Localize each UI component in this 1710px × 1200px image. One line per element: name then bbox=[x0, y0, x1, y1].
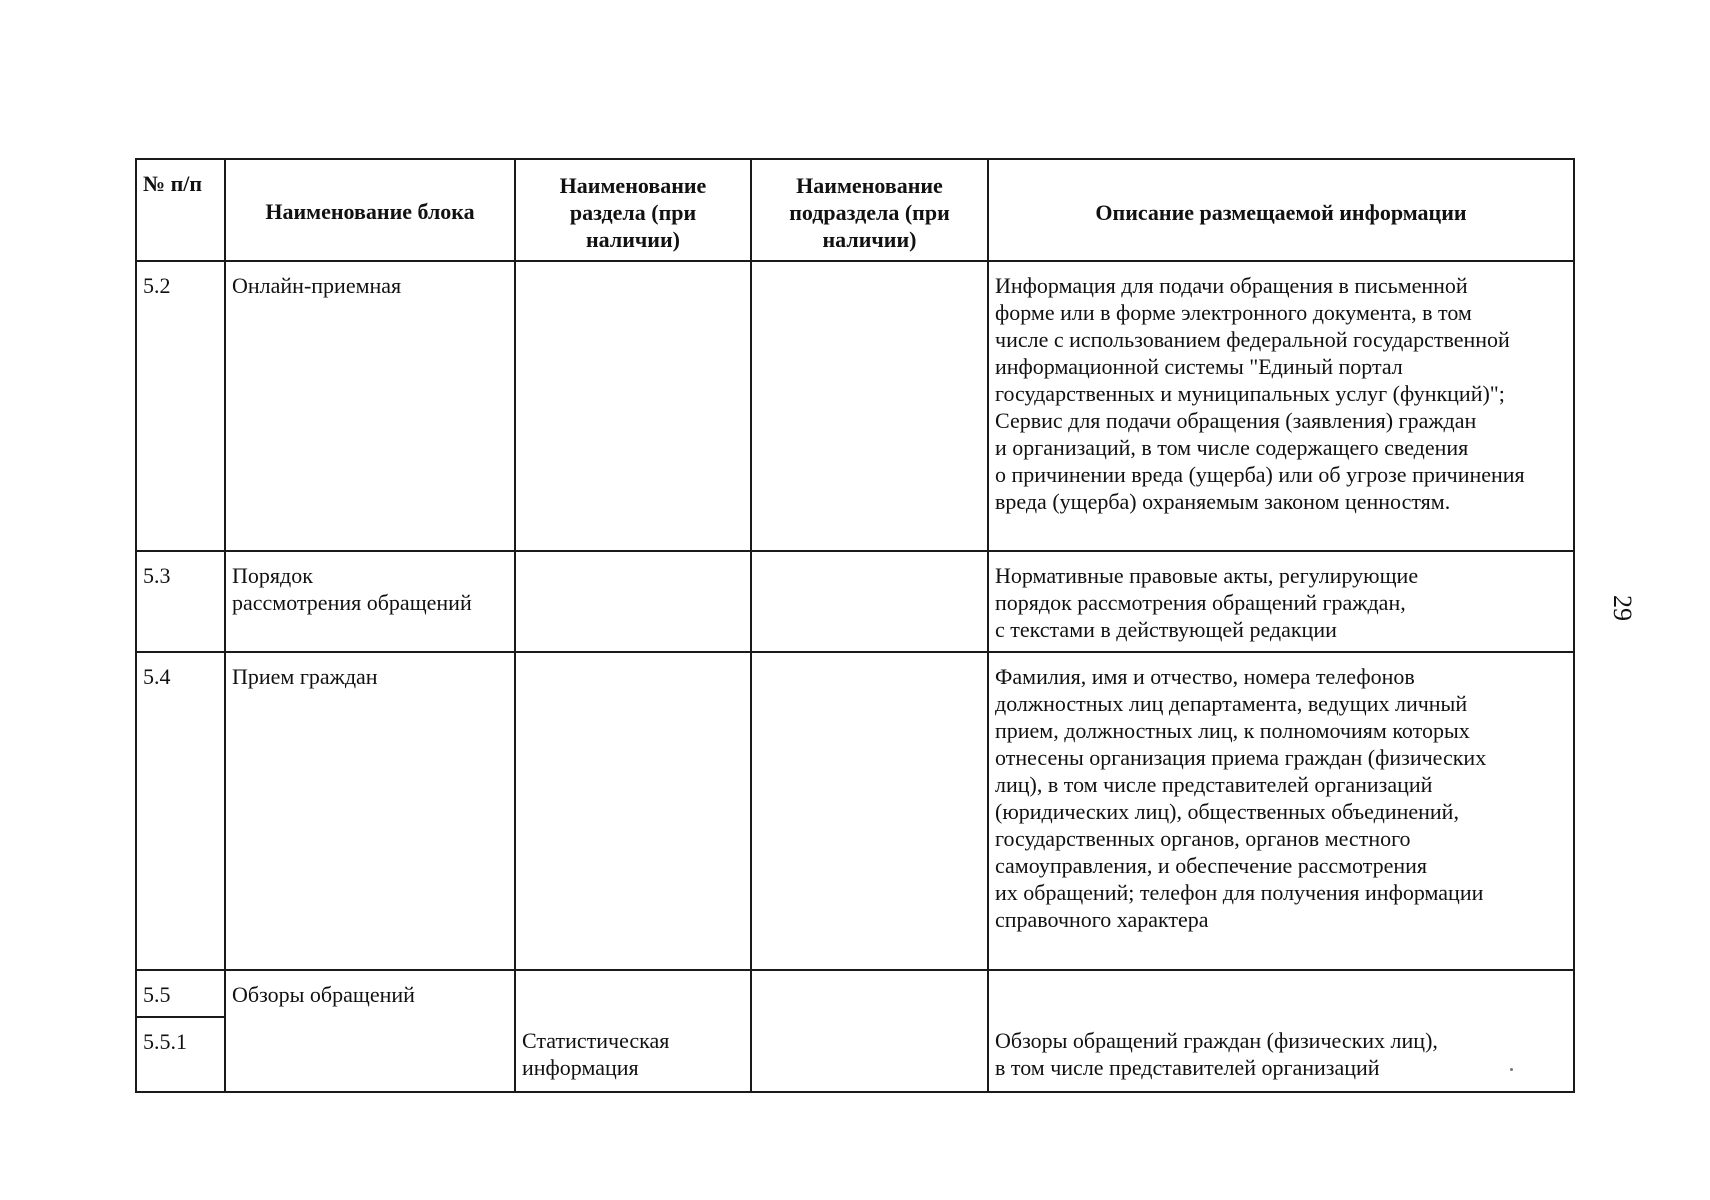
table-header-row bbox=[136, 159, 1574, 261]
row-subsection-name bbox=[751, 551, 988, 652]
row-block-name: Прием граждан bbox=[225, 652, 515, 970]
row-subsection-name bbox=[751, 261, 988, 551]
table-row bbox=[136, 652, 1574, 970]
row-number: 5.5.1 bbox=[136, 1017, 225, 1092]
row-section-name bbox=[515, 652, 751, 970]
row-section-name bbox=[515, 551, 751, 652]
table-row bbox=[136, 1017, 1574, 1092]
row-section-name bbox=[515, 261, 751, 551]
row-description: Информация для подачи обращения в письменной форме или в форме электронного документа, в том числе с использованием федеральной государственной информационной системы "Единый портал государственных и муниципальных услуг (функций)"; Сервис для подачи обращения (заявления) граждан и организаций, в том числе содержащего сведения о причинении вреда (ущерба) или об угрозе причинения вреда (ущерба) охраняемым законом ценностям. bbox=[988, 261, 1574, 551]
row-block-name: Обзоры обращений bbox=[225, 970, 515, 1017]
table-row bbox=[136, 261, 1574, 551]
row-subsection-name bbox=[751, 652, 988, 970]
header-number: № п/п bbox=[136, 159, 225, 261]
row-block-name: Порядок рассмотрения обращений bbox=[225, 551, 515, 652]
table-row bbox=[136, 551, 1574, 652]
page-number: 29 bbox=[1608, 595, 1637, 621]
row-block-name bbox=[225, 1017, 515, 1092]
row-subsection-name bbox=[751, 1017, 988, 1092]
row-number: 5.2 bbox=[136, 261, 225, 551]
row-description: Фамилия, имя и отчество, номера телефонов должностных лиц департамента, ведущих личный прием, должностных лиц, к полномочиям которых отнесены организация приема граждан (физических лиц), в том числе представителей организаций (юридических лиц), общественных объединений, государственных органов, органов местного самоуправления, и обеспечение рассмотрения их обращений; телефон для получения информации справочного характера bbox=[988, 652, 1574, 970]
row-number: 5.4 bbox=[136, 652, 225, 970]
scan-speck bbox=[1510, 1068, 1513, 1071]
row-description bbox=[988, 970, 1574, 1017]
header-description: Описание размещаемой информации bbox=[988, 159, 1574, 261]
row-description: Нормативные правовые акты, регулирующие порядок рассмотрения обращений граждан, с текстами в действующей редакции bbox=[988, 551, 1574, 652]
row-section-name bbox=[515, 970, 751, 1017]
header-block-name: Наименование блока bbox=[225, 159, 515, 261]
header-section-name: Наименование раздела (при наличии) bbox=[515, 159, 751, 261]
header-subsection-name: Наименование подраздела (при наличии) bbox=[751, 159, 988, 261]
table-row bbox=[136, 970, 1574, 1017]
row-block-name: Онлайн-приемная bbox=[225, 261, 515, 551]
row-subsection-name bbox=[751, 970, 988, 1017]
row-section-name: Статистическая информация bbox=[515, 1017, 751, 1092]
row-number: 5.5 bbox=[136, 970, 225, 1017]
row-number: 5.3 bbox=[136, 551, 225, 652]
row-description: Обзоры обращений граждан (физических лиц), в том числе представителей организаций bbox=[988, 1017, 1574, 1092]
requirements-table bbox=[135, 158, 1575, 1093]
